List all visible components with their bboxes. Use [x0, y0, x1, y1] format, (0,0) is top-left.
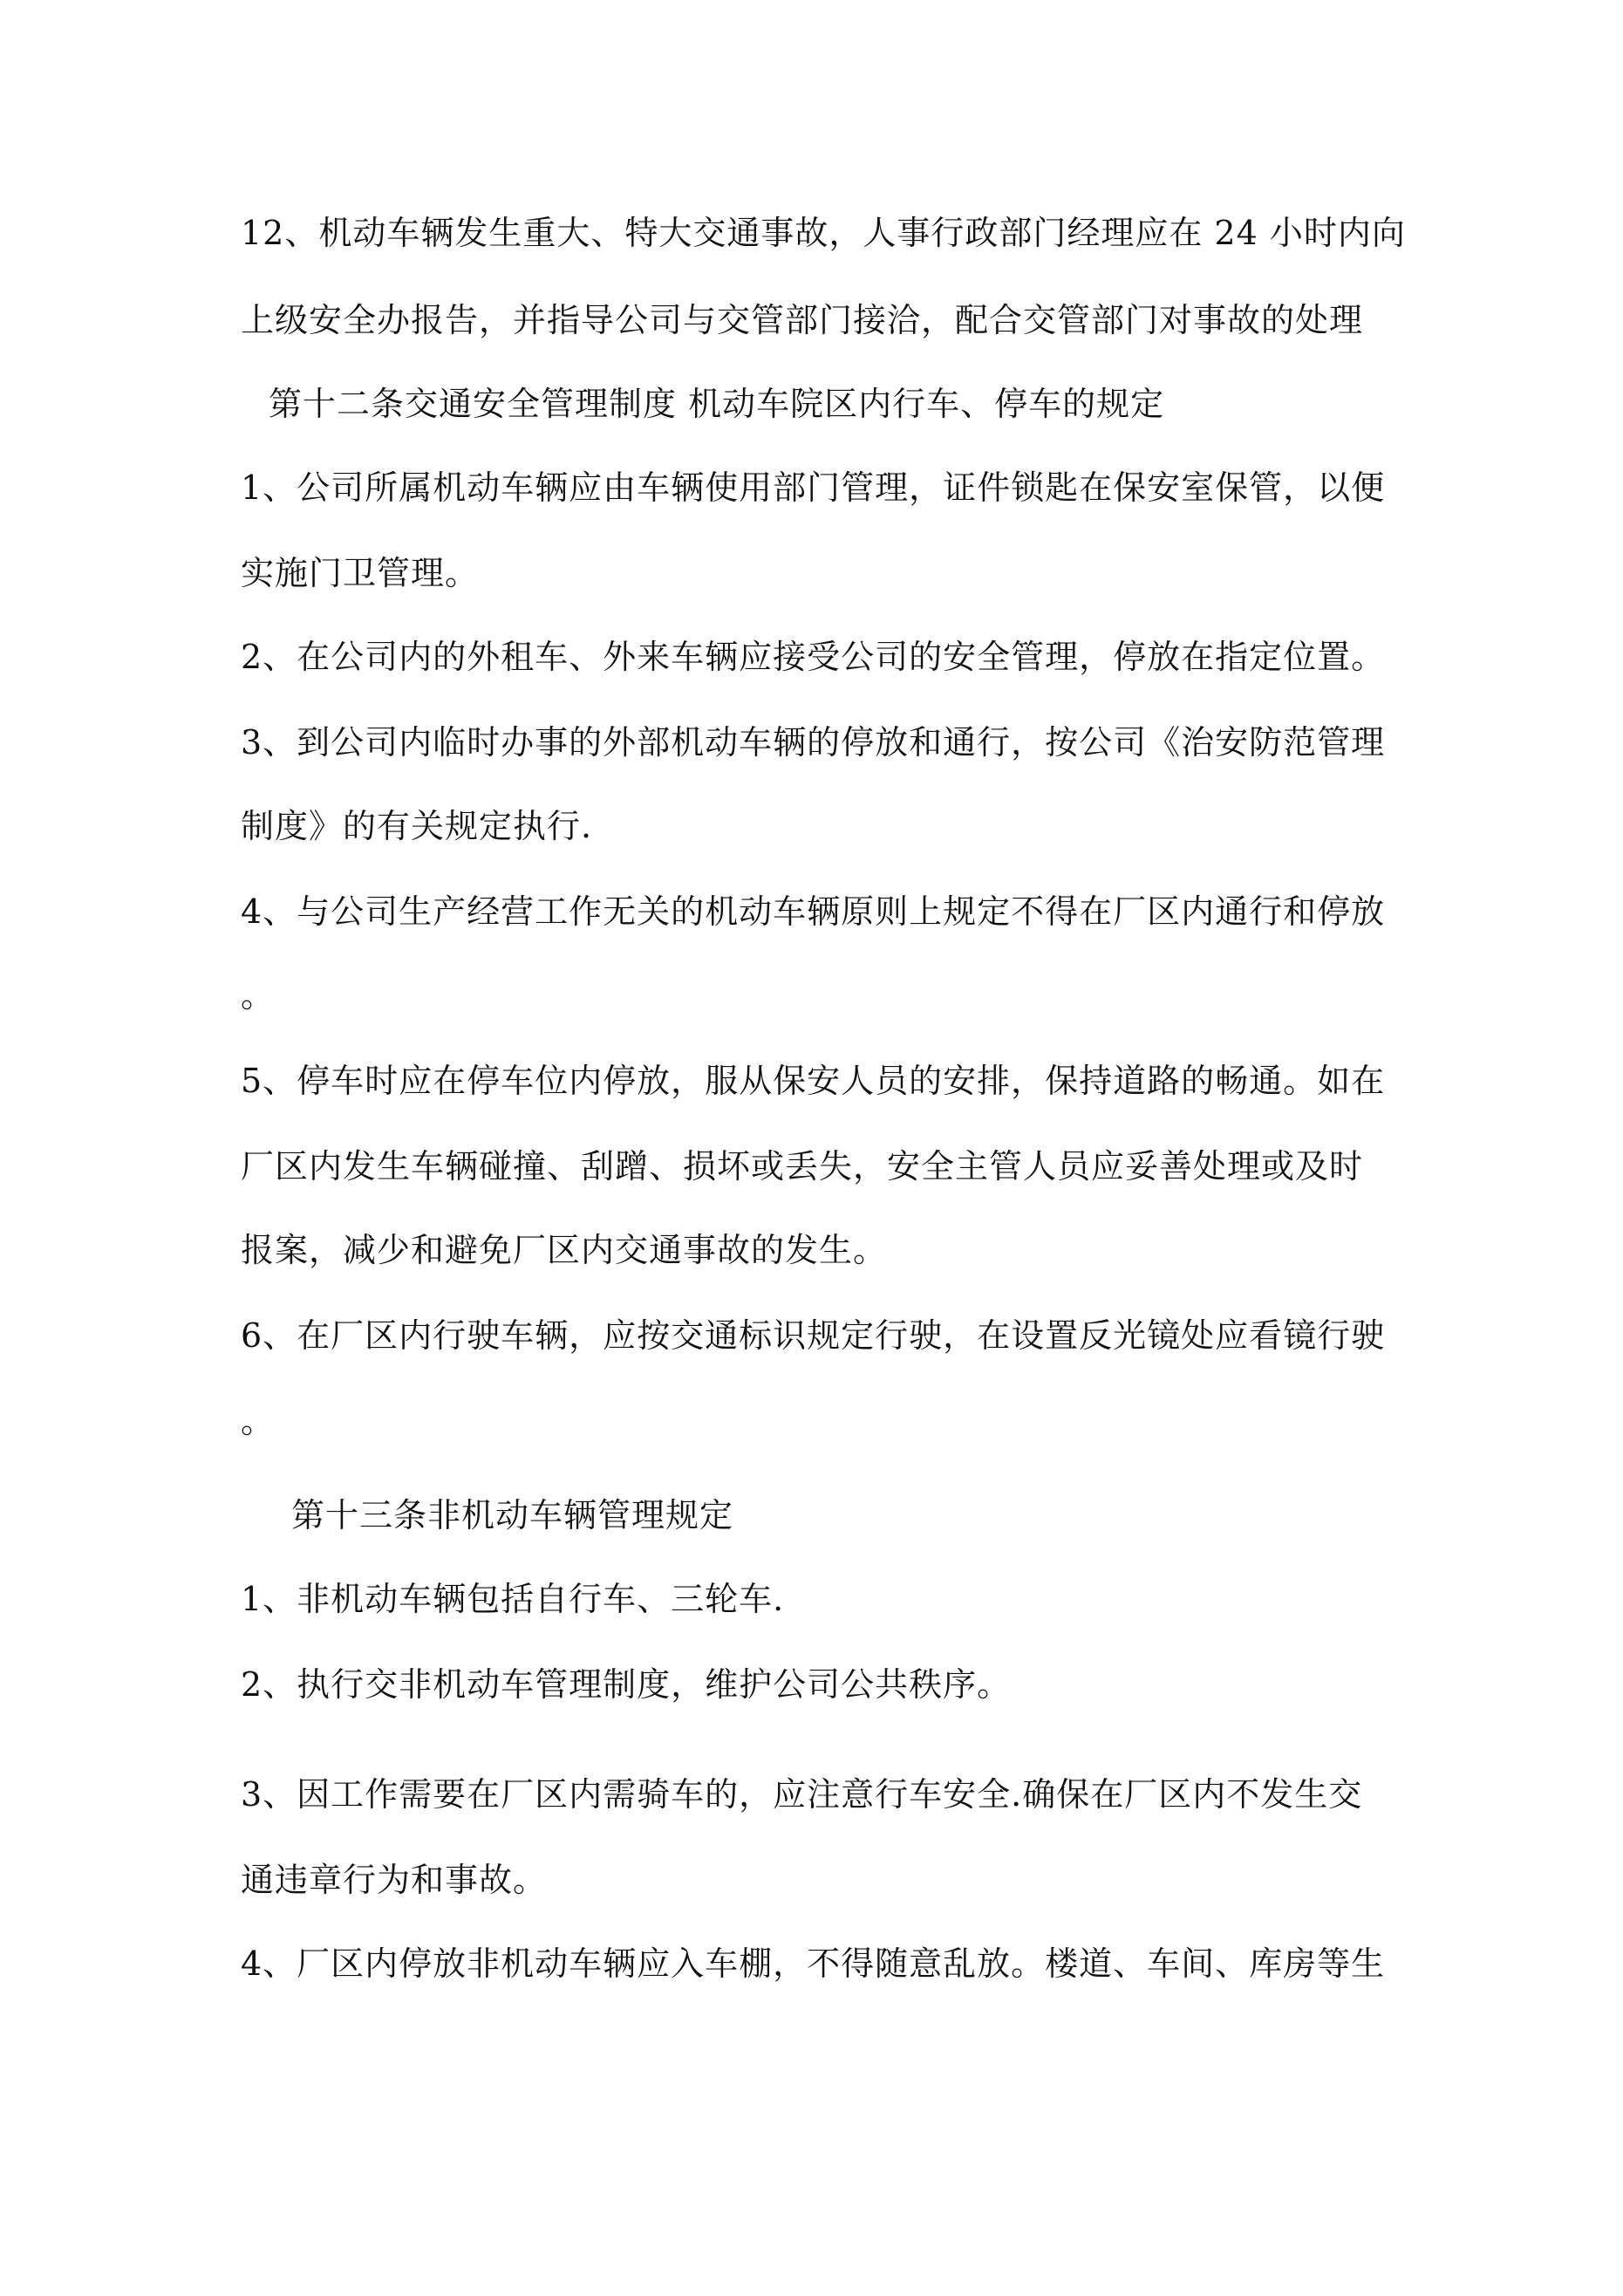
- text-line-2: 2、在公司内的外租车、外来车辆应接受公司的安全管理，停放在指定位置。: [241, 638, 1386, 676]
- text-line-13-3-part1: 3、因工作需要在厂区内需骑车的，应注意行车安全.确保在厂区内不发生交: [241, 1775, 1363, 1814]
- text-line-1-part1: 1、公司所属机动车辆应由车辆使用部门管理，证件锁匙在保安室保管，以便: [241, 468, 1386, 507]
- text-line-13-3-part2: 通违章行为和事故。: [241, 1861, 548, 1899]
- section-heading-article-12: 第十二条交通安全管理制度 机动车院区内行车、停车的规定: [269, 385, 1165, 423]
- text-line-5-part2: 厂区内发生车辆碰撞、刮蹭、损坏或丢失，安全主管人员应妥善处理或及时: [241, 1147, 1364, 1186]
- text-line-13-1: 1、非机动车辆包括自行车、三轮车.: [241, 1580, 785, 1618]
- text-line-5-part3: 报案，减少和避免厂区内交通事故的发生。: [241, 1231, 888, 1269]
- text-line-12-part2: 上级安全办报告，并指导公司与交管部门接洽，配合交管部门对事故的处理: [241, 301, 1364, 339]
- text-line-4-part1: 4、与公司生产经营工作无关的机动车辆原则上规定不得在厂区内通行和停放: [241, 892, 1386, 931]
- text-line-12-part1: 12、机动车辆发生重大、特大交通事故，人事行政部门经理应在 24 小时内向: [241, 214, 1406, 252]
- text-line-6-part2: 。: [241, 1402, 276, 1440]
- text-line-3-part2: 制度》的有关规定执行.: [241, 807, 593, 845]
- text-line-1-part2: 实施门卫管理。: [241, 554, 480, 592]
- text-line-13-4: 4、厂区内停放非机动车辆应入车棚，不得随意乱放。楼道、车间、库房等生: [241, 1944, 1386, 1983]
- text-line-13-2: 2、执行交非机动车管理制度，维护公司公共秩序。: [241, 1665, 1012, 1704]
- section-heading-article-13: 第十三条非机动车辆管理规定: [291, 1496, 734, 1534]
- text-line-6-part1: 6、在厂区内行驶车辆，应按交通标识规定行驶，在设置反光镜处应看镜行驶: [241, 1316, 1386, 1355]
- text-line-3-part1: 3、到公司内临时办事的外部机动车辆的停放和通行，按公司《治安防范管理: [241, 723, 1386, 762]
- text-line-4-part2: 。: [241, 976, 276, 1015]
- text-line-5-part1: 5、停车时应在停车位内停放，服从保安人员的安排，保持道路的畅通。如在: [241, 1062, 1386, 1100]
